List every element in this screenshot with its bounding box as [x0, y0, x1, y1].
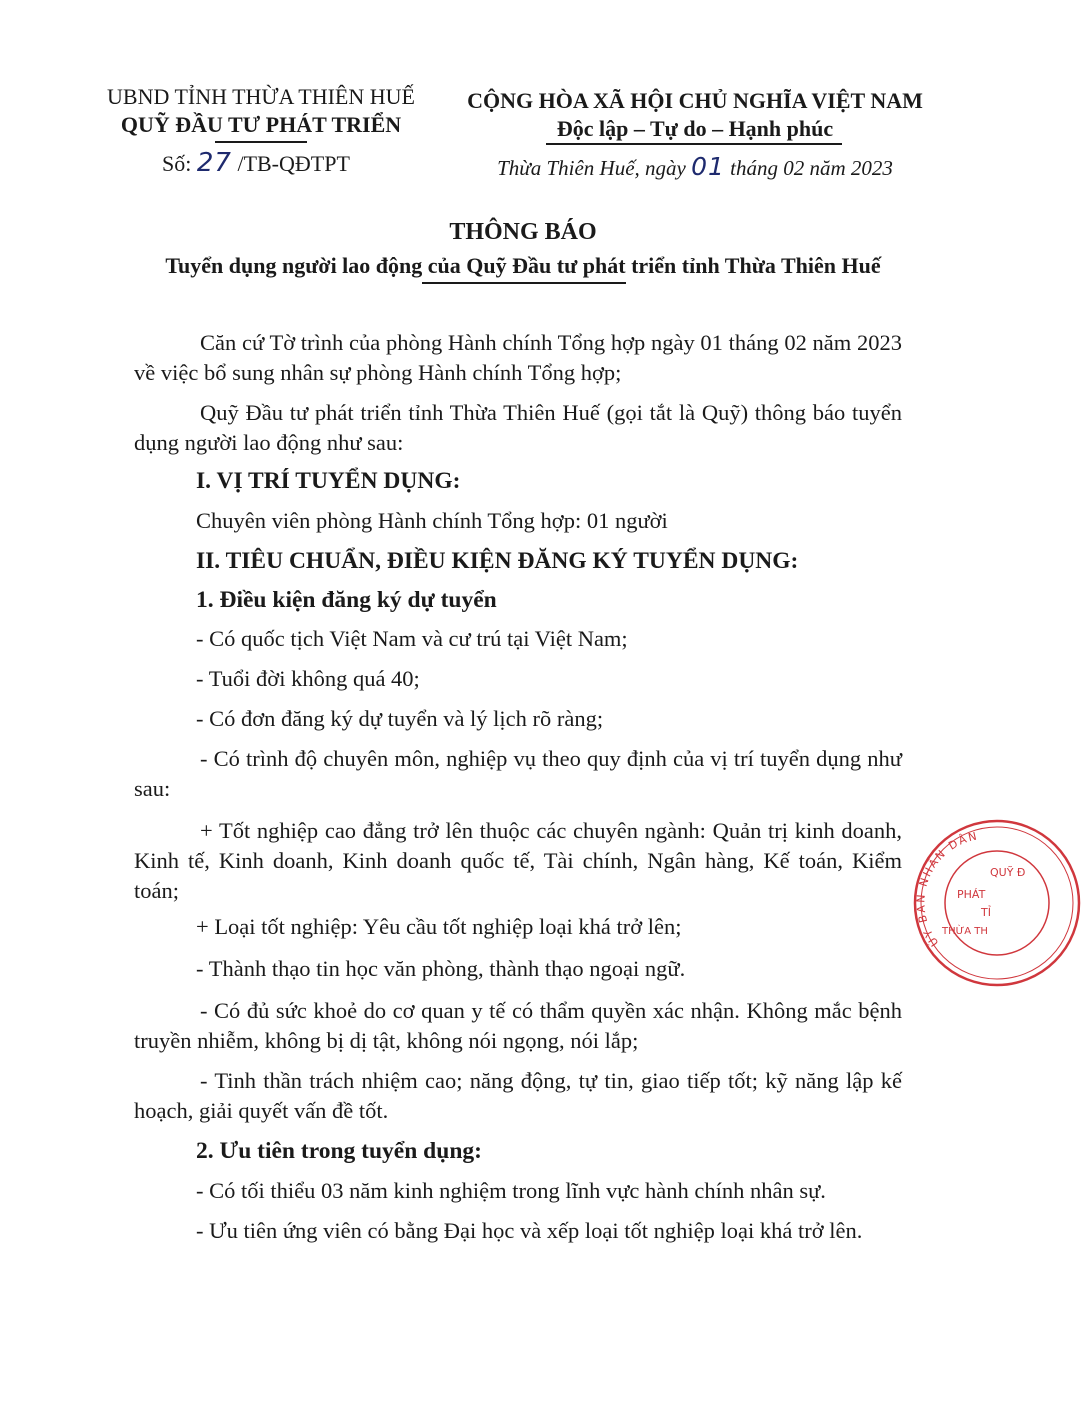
issuing-authority: UBND TỈNH THỪA THIÊN HUẾ — [107, 84, 415, 109]
number-suffix: /TB-QĐTPT — [237, 151, 350, 176]
seal-inner-line: PHÁT — [957, 888, 986, 901]
seal-inner-line: THỪA TH — [942, 926, 988, 937]
intro-paragraph-2: Quỹ Đầu tư phát triển tỉnh Thừa Thiên Huế (gọi tắt là Quỹ) thông báo tuyển dụng người lao động như sau: — [134, 400, 902, 455]
condition-skills: - Thành thạo tin học văn phòng, thành thạo ngoại ngữ. — [196, 956, 686, 981]
national-slogan: Độc lập – Tự do – Hạnh phúc — [556, 116, 834, 141]
condition-attitude: - Tinh thần trách nhiệm cao; năng động, tự tin, giao tiếp tốt; kỹ năng lập kế hoạch, giải quyết vấn đề tốt. — [134, 1068, 902, 1123]
condition-item: - Có quốc tịch Việt Nam và cư trú tại Việt Nam; — [196, 626, 628, 651]
qualification-majors: + Tốt nghiệp cao đẳng trở lên thuộc các chuyên ngành: Quản trị kinh doanh, Kinh tế, Kinh doanh, Kinh doanh quốc tế, Tài chính, Ngân hàng, Kế toán, Kiểm toán; — [134, 818, 902, 903]
date-prefix: Thừa Thiên Huế, ngày — [497, 156, 686, 180]
seal-outer-text: ỦY BAN NHÂN DÂN — [914, 829, 980, 949]
priority-item: - Có tối thiểu 03 năm kinh nghiệm trong lĩnh vực hành chính nhân sự. — [196, 1178, 826, 1203]
condition-qualification: - Có trình độ chuyên môn, nghiệp vụ theo quy định của vị trí tuyển dụng như sau: — [134, 746, 902, 801]
section-2-heading: II. TIÊU CHUẨN, ĐIỀU KIỆN ĐĂNG KÝ TUYỂN DỤNG: — [196, 548, 799, 574]
handwritten-day: 01 — [691, 152, 725, 181]
seal-inner-line: TỈ — [981, 906, 991, 919]
condition-item: - Tuổi đời không quá 40; — [196, 666, 420, 691]
subsection-2-heading: 2. Ưu tiên trong tuyển dụng: — [196, 1138, 482, 1164]
national-motto: CỘNG HÒA XÃ HỘI CHỦ NGHĨA VIỆT NAM — [467, 88, 923, 113]
condition-health: - Có đủ sức khoẻ do cơ quan y tế có thẩm quyền xác nhận. Không mắc bệnh truyền nhiễm, không bị dị tật, không nói ngọng, nói lắp; — [134, 998, 902, 1053]
organization-underline — [215, 141, 307, 143]
priority-item: - Ưu tiên ứng viên có bằng Đại học và xếp loại tốt nghiệp loại khá trở lên. — [196, 1218, 863, 1243]
number-prefix: Số: — [162, 151, 192, 176]
official-seal-stamp — [912, 818, 1082, 988]
section-1-text: Chuyên viên phòng Hành chính Tổng hợp: 01 người — [196, 508, 668, 533]
slogan-underline — [546, 143, 842, 145]
date-suffix: tháng 02 năm 2023 — [730, 156, 893, 180]
document-title: THÔNG BÁO — [449, 219, 597, 245]
issue-date — [460, 154, 930, 181]
document-number — [162, 150, 350, 177]
handwritten-number: 27 — [196, 148, 232, 178]
intro-paragraph-1: Căn cứ Tờ trình của phòng Hành chính Tổng hợp ngày 01 tháng 02 năm 2023 về việc bổ sung nhân sự phòng Hành chính Tổng hợp; — [134, 330, 902, 385]
section-1-heading: I. VỊ TRÍ TUYỂN DỤNG: — [196, 468, 461, 494]
condition-item: - Có đơn đăng ký dự tuyển và lý lịch rõ ràng; — [196, 706, 604, 731]
document-subtitle: Tuyển dụng người lao động của Quỹ Đầu tư phát triển tỉnh Thừa Thiên Huế — [165, 253, 881, 278]
subtitle-underline — [422, 282, 626, 284]
subsection-1-heading: 1. Điều kiện đăng ký dự tuyển — [196, 587, 497, 613]
seal-inner-line: QUỸ Đ — [990, 866, 1026, 879]
issuing-organization: QUỸ ĐẦU TƯ PHÁT TRIỂN — [120, 112, 402, 137]
qualification-grade: + Loại tốt nghiệp: Yêu cầu tốt nghiệp loại khá trở lên; — [196, 914, 682, 939]
